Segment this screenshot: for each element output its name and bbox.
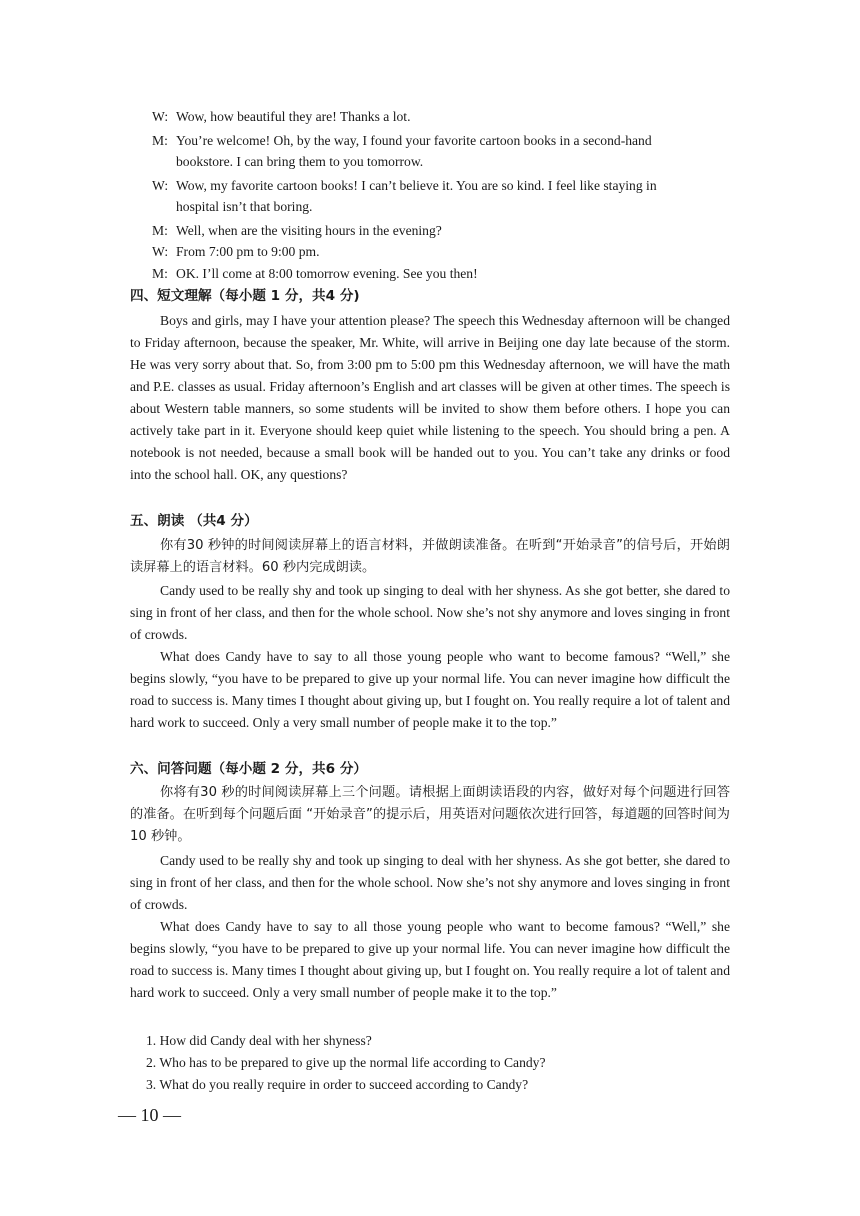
dialogue-line — [152, 241, 732, 262]
dialogue-text: OK. I’ll come at 8:00 tomorrow evening. See you then! — [176, 266, 478, 281]
speaker-label: M: — [152, 223, 168, 238]
dialogue-text: Wow, how beautiful they are! Thanks a lot. — [176, 109, 411, 124]
dialogue-text: hospital isn’t that boring. — [176, 199, 313, 214]
reading-paragraph: What does Candy have to say to all those young people who want to become famous? “Well,” she begins slowly, “you have to be prepared to give up your normal life. You can never imagine how difficult the road to success is. Many times I thought about giving up, but I fought on. You really require a lot of talent and hard work to succeed. Only a very small number of people make it to the top.” — [130, 649, 730, 730]
dialogue-line — [152, 130, 732, 172]
speaker-label: W: — [152, 244, 169, 259]
speaker-label: W: — [152, 109, 169, 124]
speaker-label: M: — [152, 133, 168, 148]
reading-paragraph: Candy used to be really shy and took up singing to deal with her shyness. As she got better, she dared to sing in front of her class, and then for the whole school. Now she’s not shy anymore and loves singing in front of crowds. — [130, 583, 730, 642]
page-number: — 10 — — [118, 1105, 181, 1125]
dialogue-line — [152, 263, 732, 284]
question-item: 2. Who has to be prepared to give up the normal life according to Candy? — [146, 1055, 546, 1070]
dialogue-text: Well, when are the visiting hours in the evening? — [176, 223, 442, 238]
reading-paragraph: Candy used to be really shy and took up singing to deal with her shyness. As she got better, she dared to sing in front of her class, and then for the whole school. Now she’s not shy anymore and loves singing in front of crowds. — [130, 853, 730, 912]
passage-paragraph: Boys and girls, may I have your attention please? The speech this Wednesday afternoon will be changed to Friday afternoon, because the speaker, Mr. White, will arrive in Beijing one day late because of the storm. He was very sorry about that. So, from 3:00 pm to 5:00 pm this Wednesday afternoon, we will have the math and P.E. classes as usual. Friday afternoon’s English and art classes will be given at other times. The speech is about Western table manners, so some students will be invited to show them before others. I hope you can actively take part in it. Everyone should keep quiet while listening to the speech. You should bring a pen. A notebook is not needed, because a small book will be handed out to you. You can’t take any drinks or food into the school hall. OK, any questions? — [130, 313, 730, 482]
dialogue-line — [152, 220, 732, 241]
dialogue-text: You’re welcome! Oh, by the way, I found your favorite cartoon books in a second-hand — [176, 133, 652, 148]
instruction-text: 你将有30 秒的时间阅读屏幕上三个问题。请根据上面朗读语段的内容，做好对每个问题进行回答的准备。在听到每个问题后面 “开始录音”的提示后，用英语对问题依次进行回答，每道题的回答时间为 10 秒钟。 — [130, 785, 730, 844]
speaker-label: M: — [152, 266, 168, 281]
instruction-text: 你有30 秒钟的时间阅读屏幕上的语言材料，并做朗读准备。在听到“开始录音”的信号后，开始朗读屏幕上的语言材料。60 秒内完成朗读。 — [130, 538, 730, 575]
question-item: 3. What do you really require in order to succeed according to Candy? — [146, 1077, 529, 1092]
section-heading: 六、问答问题（每小题 2 分，共6 分） — [130, 761, 368, 777]
question-item: 1. How did Candy deal with her shyness? — [146, 1033, 372, 1048]
reading-paragraph: What does Candy have to say to all those young people who want to become famous? “Well,” she begins slowly, “you have to be prepared to give up your normal life. You can never imagine how difficult the road to success is. Many times I thought about giving up, but I fought on. You really require a lot of talent and hard work to succeed. Only a very small number of people make it to the top.” — [130, 919, 730, 1000]
speaker-label: W: — [152, 178, 169, 193]
dialogue-text: bookstore. I can bring them to you tomorrow. — [176, 154, 424, 169]
section-heading: 五、朗读 （共4 分） — [130, 513, 258, 529]
dialogue-line — [152, 106, 732, 127]
section-heading: 四、短文理解（每小题 1 分，共4 分) — [130, 288, 360, 304]
dialogue-line — [152, 175, 732, 217]
dialogue-text: Wow, my favorite cartoon books! I can’t believe it. You are so kind. I feel like staying in — [176, 178, 657, 193]
dialogue-text: From 7:00 pm to 9:00 pm. — [176, 244, 320, 259]
